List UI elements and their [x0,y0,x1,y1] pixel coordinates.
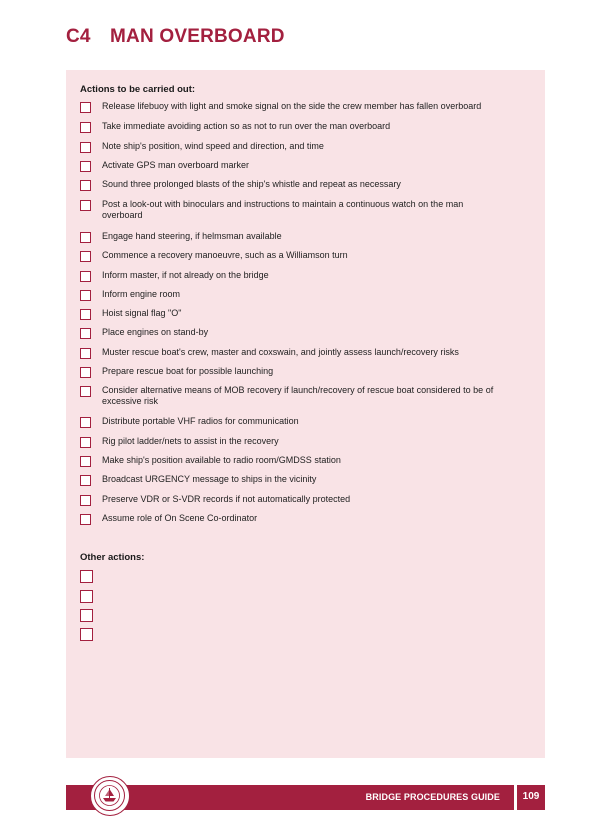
checklist-item[interactable] [80,178,533,191]
guide-title: BRIDGE PROCEDURES GUIDE [365,792,500,802]
checklist-item[interactable] [80,307,533,320]
checkbox[interactable] [80,271,91,282]
section-title: MAN OVERBOARD [110,26,285,47]
checklist-item-label: Broadcast URGENCY message to ships in the vicinity [102,474,317,484]
checklist-item[interactable] [80,473,533,486]
page-title [66,26,285,48]
checklist-item[interactable] [80,198,485,221]
checklist-item[interactable] [80,512,533,525]
checklist-item[interactable] [80,415,533,428]
checklist-item-label: Inform master, if not already on the bridge [102,270,269,280]
checkbox[interactable] [80,590,93,603]
actions-heading: Actions to be carried out: [80,84,196,95]
checkbox[interactable] [80,200,91,211]
checkbox[interactable] [80,367,91,378]
checklist-item[interactable] [80,288,533,301]
checkbox[interactable] [80,102,91,113]
checklist-item-label: Consider alternative means of MOB recovery if launch/recovery of rescue boat considered to be of excessive risk [102,385,494,406]
checkbox[interactable] [80,348,91,359]
checklist-item[interactable] [80,365,533,378]
checklist-panel [66,70,545,758]
checklist-item[interactable] [80,100,533,113]
checklist-item[interactable] [80,230,533,243]
checklist-item-label: Commence a recovery manoeuvre, such as a Williamson turn [102,250,348,260]
checkbox[interactable] [80,628,93,641]
checklist-item[interactable] [80,269,533,282]
checklist-item-label: Place engines on stand-by [102,327,209,337]
checklist-item-label: Distribute portable VHF radios for communication [102,416,299,426]
checkbox[interactable] [80,161,91,172]
checkbox[interactable] [80,251,91,262]
checklist-item[interactable] [80,159,533,172]
blank-checklist-item[interactable] [80,568,533,583]
checklist-item[interactable] [80,120,533,133]
checkbox[interactable] [80,180,91,191]
checklist-item-label: Engage hand steering, if helmsman available [102,231,282,241]
checkbox[interactable] [80,570,93,583]
checkbox[interactable] [80,495,91,506]
checkbox[interactable] [80,122,91,133]
page-number: 109 [522,791,540,802]
other-actions-heading: Other actions: [80,552,145,563]
checkbox[interactable] [80,290,91,301]
checklist-item-label: Rig pilot ladder/nets to assist in the recovery [102,436,279,446]
blank-checklist-item[interactable] [80,626,533,641]
checklist-item-label: Make ship's position available to radio room/GMDSS station [102,455,341,465]
checklist-item-label: Prepare rescue boat for possible launching [102,366,274,376]
blank-checklist-item[interactable] [80,607,533,622]
checkbox[interactable] [80,609,93,622]
checklist-item[interactable] [80,326,533,339]
checklist-item-label: Activate GPS man overboard marker [102,160,250,170]
blank-checklist-item[interactable] [80,588,533,603]
checkbox[interactable] [80,514,91,525]
checkbox[interactable] [80,328,91,339]
checklist-item-label: Assume role of On Scene Co-ordinator [102,513,258,523]
checkbox[interactable] [80,309,91,320]
checkbox[interactable] [80,417,91,428]
checklist-item-label: Post a look-out with binoculars and instructions to maintain a continuous watch on the man overboard [102,199,464,220]
checkbox[interactable] [80,386,91,397]
checklist-item[interactable] [80,454,533,467]
checklist-item-label: Preserve VDR or S-VDR records if not automatically protected [102,494,351,504]
checkbox[interactable] [80,142,91,153]
checkbox[interactable] [80,456,91,467]
checklist-item[interactable] [80,346,533,359]
checklist-item-label: Release lifebuoy with light and smoke signal on the side the crew member has fallen overboard [102,101,482,111]
checklist-item-label: Note ship's position, wind speed and direction, and time [102,141,324,151]
footer-bar [66,785,514,810]
checkbox[interactable] [80,232,91,243]
checklist-item[interactable] [80,435,533,448]
checklist-item-label: Sound three prolonged blasts of the ship's whistle and repeat as necessary [102,179,401,189]
organization-seal-icon [90,776,130,816]
section-code: C4 [66,26,91,47]
checklist-item[interactable] [80,140,533,153]
checklist-item[interactable] [80,249,533,262]
page-number-box [517,785,545,810]
checkbox[interactable] [80,475,91,486]
checklist-item-label: Inform engine room [102,289,181,299]
checkbox[interactable] [80,437,91,448]
checklist-item-label: Muster rescue boat's crew, master and coxswain, and jointly assess launch/recovery risks [102,347,459,357]
checklist-item-label: Hoist signal flag "O" [102,308,182,318]
checklist-item-label: Take immediate avoiding action so as not to run over the man overboard [102,121,391,131]
checklist-item[interactable] [80,493,533,506]
checklist-item[interactable] [80,384,495,407]
